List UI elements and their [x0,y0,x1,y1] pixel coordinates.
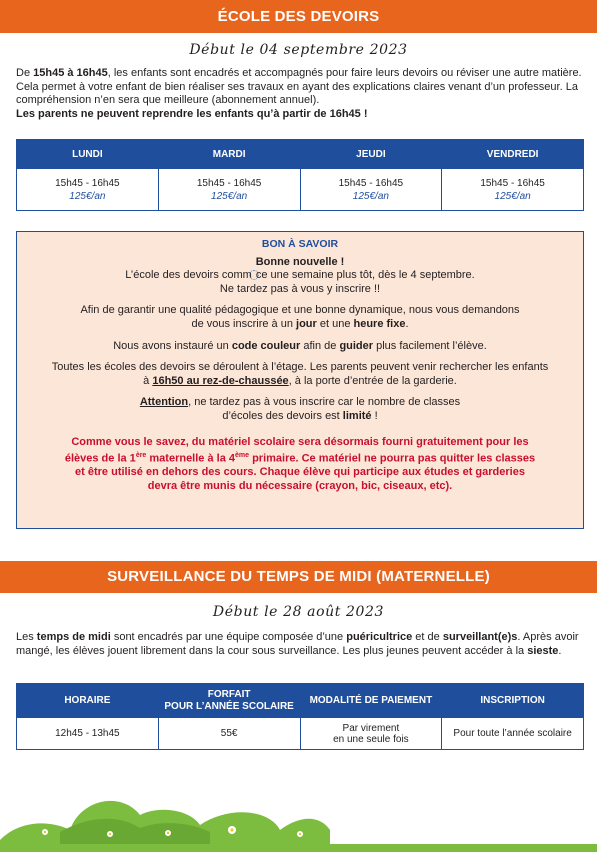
attention-text: Attention, ne tardez pas à vous inscrire car le nombre de classes [139,396,461,409]
start-date-midi: Début le 28 août 2023 [212,604,385,620]
info-box-bon-a-savoir [16,231,584,529]
header-modalite: MODALITÉ DE PAIEMENT [300,684,442,718]
start-earlier-text: L’école des devoirs comm ce une semaine plus tôt, dès le 4 septembre. [125,269,475,282]
header-forfait: FORFAIT POUR L’ANNÉE SCOLAIRE [158,684,300,718]
supplies-notice-2: élèves de la 1ère maternelle à la 4ème primaire. Ce matériel ne pourra pas quitter les classes [64,452,536,465]
schedule-table [16,139,584,211]
color-code-text: Nous avons instauré un code couleur afin de guider plus facilement l’élève. [113,339,487,352]
limit-text: d’écoles des devoirs est limité ! [222,409,378,422]
header-mardi: MARDI [158,140,300,169]
quality-text-2: de vous inscrire à un jour et une heure fixe. [191,317,409,330]
info-box-title: BON À SAVOIR [261,238,339,250]
pickup-notice: Les parents ne peuvent reprendre les enfants qu’à partir de 16h45 ! [16,107,368,120]
schedule-header-row [17,140,584,169]
cell-inscription: Pour toute l’année scolaire [442,718,584,750]
cell-horaire: 12h45 - 13h45 [17,718,159,750]
schedule-row [17,169,584,211]
cell-paiement: Par virement en une seule fois [300,718,442,750]
cell-forfait: 55€ [158,718,300,750]
midi-header-row [17,684,584,718]
quality-text-1: Afin de garantir une qualité pédagogique et une bonne dynamique, nous vous demandons [80,304,520,317]
header-jeudi: JEUDI [300,140,442,169]
supplies-notice-3: et être utilisé en dehors des cours. Chaque élève qui participe aux études et garderies [75,466,525,479]
schedule-cell-lundi: 15h45 - 16h45 125€/an [17,169,159,211]
supplies-notice-4: devra être munis du nécessaire (crayon, bic, ciseaux, etc). [147,479,453,492]
schedule-cell-mardi: 15h45 - 16h45 125€/an [158,169,300,211]
midi-table [16,683,584,750]
header-inscription: INSCRIPTION [442,684,584,718]
schedule-cell-vendredi: 15h45 - 16h45 125€/an [442,169,584,211]
register-reminder: Ne tardez pas à vous y inscrire !! [219,282,381,295]
ecole-intro-text: De 15h45 à 16h45, les enfants sont encadrés et accompagnés pour faire leurs devoirs ou réviser une autre matière. Cela permet à votre enfant de bien réaliser ses travaux en ayant des explications claires venant d’un professeur. La compréhension n’en sera que meilleure (abonnement annuel). Les parents ne peuvent reprendre les enfants qu’à partir de 16h45 ! [16,67,582,120]
good-news-heading: Bonne nouvelle ! [255,255,345,268]
floor-text-2: à 16h50 au rez-de-chaussée, à la porte d’entrée de la garderie. [143,374,457,387]
header-horaire: HORAIRE [17,684,159,718]
header-lundi: LUNDI [17,140,159,169]
supplies-notice-1: Comme vous le savez, du matériel scolaire sera désormais fourni gratuitement pour les [71,435,529,448]
section-title-surveillance-midi: SURVEILLANCE DU TEMPS DE MIDI (MATERNELLE) [0,561,597,593]
green-hills-illustration [0,770,597,852]
floor-text-1: Toutes les écoles des devoirs se déroulent à l’étage. Les parents peuvent venir rechercher les enfants [51,361,549,374]
start-date-ecole: Début le 04 septembre 2023 [189,42,408,58]
midi-intro-text: Les temps de midi sont encadrés par une équipe composée d’une puéricultrice et de surveillant(e)s. Après avoir mangé, les élèves jouent librement dans la cour sous surveillance. Les plus jeunes peuvent accéder à la sieste. [16,631,579,657]
midi-row [17,718,584,750]
header-vendredi: VENDREDI [442,140,584,169]
section-title-ecole-devoirs: ÉCOLE DES DEVOIRS [0,0,597,33]
schedule-cell-jeudi: 15h45 - 16h45 125€/an [300,169,442,211]
